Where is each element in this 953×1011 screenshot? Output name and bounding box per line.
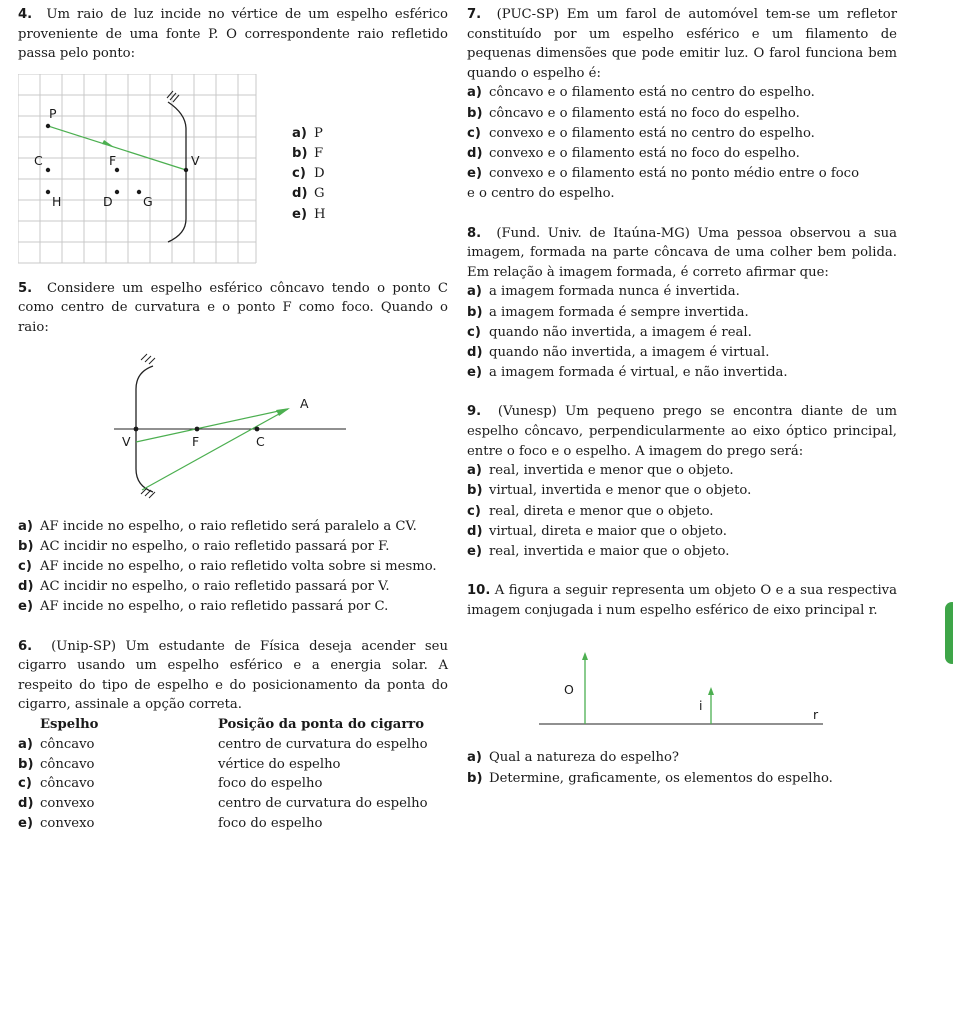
question-6-statement <box>18 637 448 715</box>
question-8-statement <box>467 224 897 283</box>
question-9-statement <box>467 402 897 461</box>
option-c[interactable]: c) AF incide no espelho, o raio refletido volta sobre si mesmo. <box>18 558 437 574</box>
question-text: (Unip-SP) Um estudante de Física deseja acender seu cigarro usando um espelho esférico e a energia solar. A respeito do tipo de espelho e do posicionamento da ponta do cigarro, assinale a opção correta. <box>18 638 448 713</box>
mirror-grid-figure <box>18 74 258 264</box>
table-row[interactable]: d) convexo centro de curvatura do espelho <box>18 796 428 812</box>
question-number: 5. <box>18 280 33 296</box>
question-4-options <box>292 124 326 225</box>
question-8 <box>467 224 897 384</box>
option-a[interactable]: a) P <box>292 125 323 141</box>
label-r: r <box>813 707 819 723</box>
option-b[interactable]: b) F <box>292 145 324 161</box>
question-text: (Fund. Univ. de Itaúna-MG) Uma pessoa observou a sua imagem, formada na parte côncava de uma colher bem polida. Em relação à imagem formada, é correto afirmar que: <box>467 225 897 280</box>
option-b[interactable]: b) a imagem formada é sempre invertida. <box>467 304 749 320</box>
question-4-statement <box>18 5 448 64</box>
question-number: 6. <box>18 638 33 654</box>
option-d[interactable]: d) AC incidir no espelho, o raio refletido passará por V. <box>18 579 390 595</box>
question-number: 9. <box>467 404 482 420</box>
question-text: A figura a seguir representa um objeto O e a sua respectiva imagem conjugada i num espelho esférico de eixo principal r. <box>467 583 897 618</box>
question-number: 4. <box>18 7 33 22</box>
option-a[interactable]: a) côncavo e o filamento está no centro do espelho. <box>467 85 815 101</box>
option-e[interactable]: e) H <box>292 206 326 222</box>
question-text: (PUC-SP) Em um farol de automóvel tem-se um refletor constituído por um espelho esférico e um filamento de pequenas dimensões que pode emitir luz. O farol funciona bem quando o espelho é: <box>467 7 897 81</box>
label-a: A <box>300 395 309 411</box>
question-text: Considere um espelho esférico côncavo tendo o ponto C como centro de curvatura e o ponto F como foco. Quando o raio: <box>18 280 448 335</box>
label-f: F <box>192 433 200 449</box>
question-number: 8. <box>467 225 482 241</box>
option-d[interactable]: d) G <box>292 186 325 202</box>
question-10-statement <box>467 581 897 620</box>
table-header: Espelho Posição da ponta do cigarro <box>40 716 425 732</box>
question-9 <box>467 402 897 562</box>
label-p: P <box>49 105 57 121</box>
option-a[interactable]: a) Qual a natureza do espelho? <box>467 750 680 766</box>
ray-ac <box>142 409 288 490</box>
option-e[interactable]: e) AF incide no espelho, o raio refletido passará por C. <box>18 599 389 615</box>
object-image-figure <box>467 632 897 742</box>
option-b[interactable]: b) côncavo e o filamento está no foco do espelho. <box>467 105 800 121</box>
ray-af <box>136 409 288 442</box>
label-f: F <box>109 152 117 168</box>
label-o: O <box>564 682 574 698</box>
question-5 <box>18 279 448 618</box>
option-b[interactable]: b) virtual, invertida e menor que o objeto. <box>467 483 752 499</box>
question-number: 10. <box>467 583 491 599</box>
mirror-hatch <box>141 354 155 498</box>
option-d[interactable]: d) virtual, direta e maior que o objeto. <box>467 523 727 539</box>
label-d: D <box>103 193 113 209</box>
grid <box>18 74 256 263</box>
label-v: V <box>191 152 200 168</box>
incident-ray <box>48 126 186 170</box>
question-7-statement <box>467 5 897 83</box>
option-c[interactable]: c) real, direta e menor que o objeto. <box>467 503 714 519</box>
option-e-continuation: e o centro do espelho. <box>467 186 615 202</box>
question-10 <box>467 581 897 789</box>
left-column <box>18 5 448 834</box>
question-5-statement <box>18 279 448 338</box>
table-row[interactable]: b) côncavo vértice do espelho <box>18 756 341 772</box>
option-b[interactable]: b) AC incidir no espelho, o raio refletido passará por F. <box>18 538 390 554</box>
question-7 <box>467 5 897 205</box>
option-c[interactable]: c) convexo e o filamento está no centro do espelho. <box>467 125 815 141</box>
chapter-tab-marker <box>945 602 953 664</box>
mirror-hatch <box>167 91 179 102</box>
object-arrowhead <box>582 652 588 660</box>
question-number: 7. <box>467 7 482 22</box>
question-10-options <box>467 748 897 788</box>
question-5-options <box>18 517 448 618</box>
concave-mirror-ray-figure <box>18 344 448 512</box>
label-i: i <box>699 698 703 714</box>
question-4-figure-row <box>18 74 448 284</box>
table-row[interactable]: e) convexo foco do espelho <box>18 815 323 831</box>
option-c[interactable]: c) quando não invertida, a imagem é real. <box>467 324 752 340</box>
option-b[interactable]: b) Determine, graficamente, os elementos do espelho. <box>467 770 833 786</box>
right-column <box>467 5 897 789</box>
label-g: G <box>143 193 153 209</box>
label-c: C <box>34 152 43 168</box>
question-4 <box>18 5 448 284</box>
label-c: C <box>256 433 265 449</box>
table-row[interactable]: a) côncavo centro de curvatura do espelho <box>18 736 428 752</box>
option-e[interactable]: e) convexo e o filamento está no ponto médio entre o foco <box>467 166 860 182</box>
ray-arrow <box>102 140 114 147</box>
option-e[interactable]: e) real, invertida e maior que o objeto. <box>467 543 730 559</box>
image-arrowhead <box>708 687 714 695</box>
label-h: H <box>52 193 62 209</box>
question-text: (Vunesp) Um pequeno prego se encontra diante de um espelho côncavo, perpendicularmente ao eixo óptico principal, entre o foco e o espelho. A imagem do prego será: <box>467 404 897 459</box>
option-c[interactable]: c) D <box>292 166 325 182</box>
label-v: V <box>122 433 131 449</box>
option-a[interactable]: a) real, invertida e menor que o objeto. <box>467 463 734 479</box>
option-d[interactable]: d) convexo e o filamento está no foco do espelho. <box>467 145 800 161</box>
option-a[interactable]: a) a imagem formada nunca é invertida. <box>467 284 740 300</box>
option-a[interactable]: a) AF incide no espelho, o raio refletido será paralelo a CV. <box>18 518 417 534</box>
question-6-table <box>18 715 448 834</box>
table-row[interactable]: c) côncavo foco do espelho <box>18 776 323 792</box>
option-d[interactable]: d) quando não invertida, a imagem é virtual. <box>467 344 770 360</box>
question-text: Um raio de luz incide no vértice de um espelho esférico proveniente de uma fonte P. O correspondente raio refletido passa pelo ponto: <box>18 7 449 62</box>
option-e[interactable]: e) a imagem formada é virtual, e não invertida. <box>467 365 788 381</box>
points <box>46 124 188 194</box>
question-6 <box>18 637 448 834</box>
